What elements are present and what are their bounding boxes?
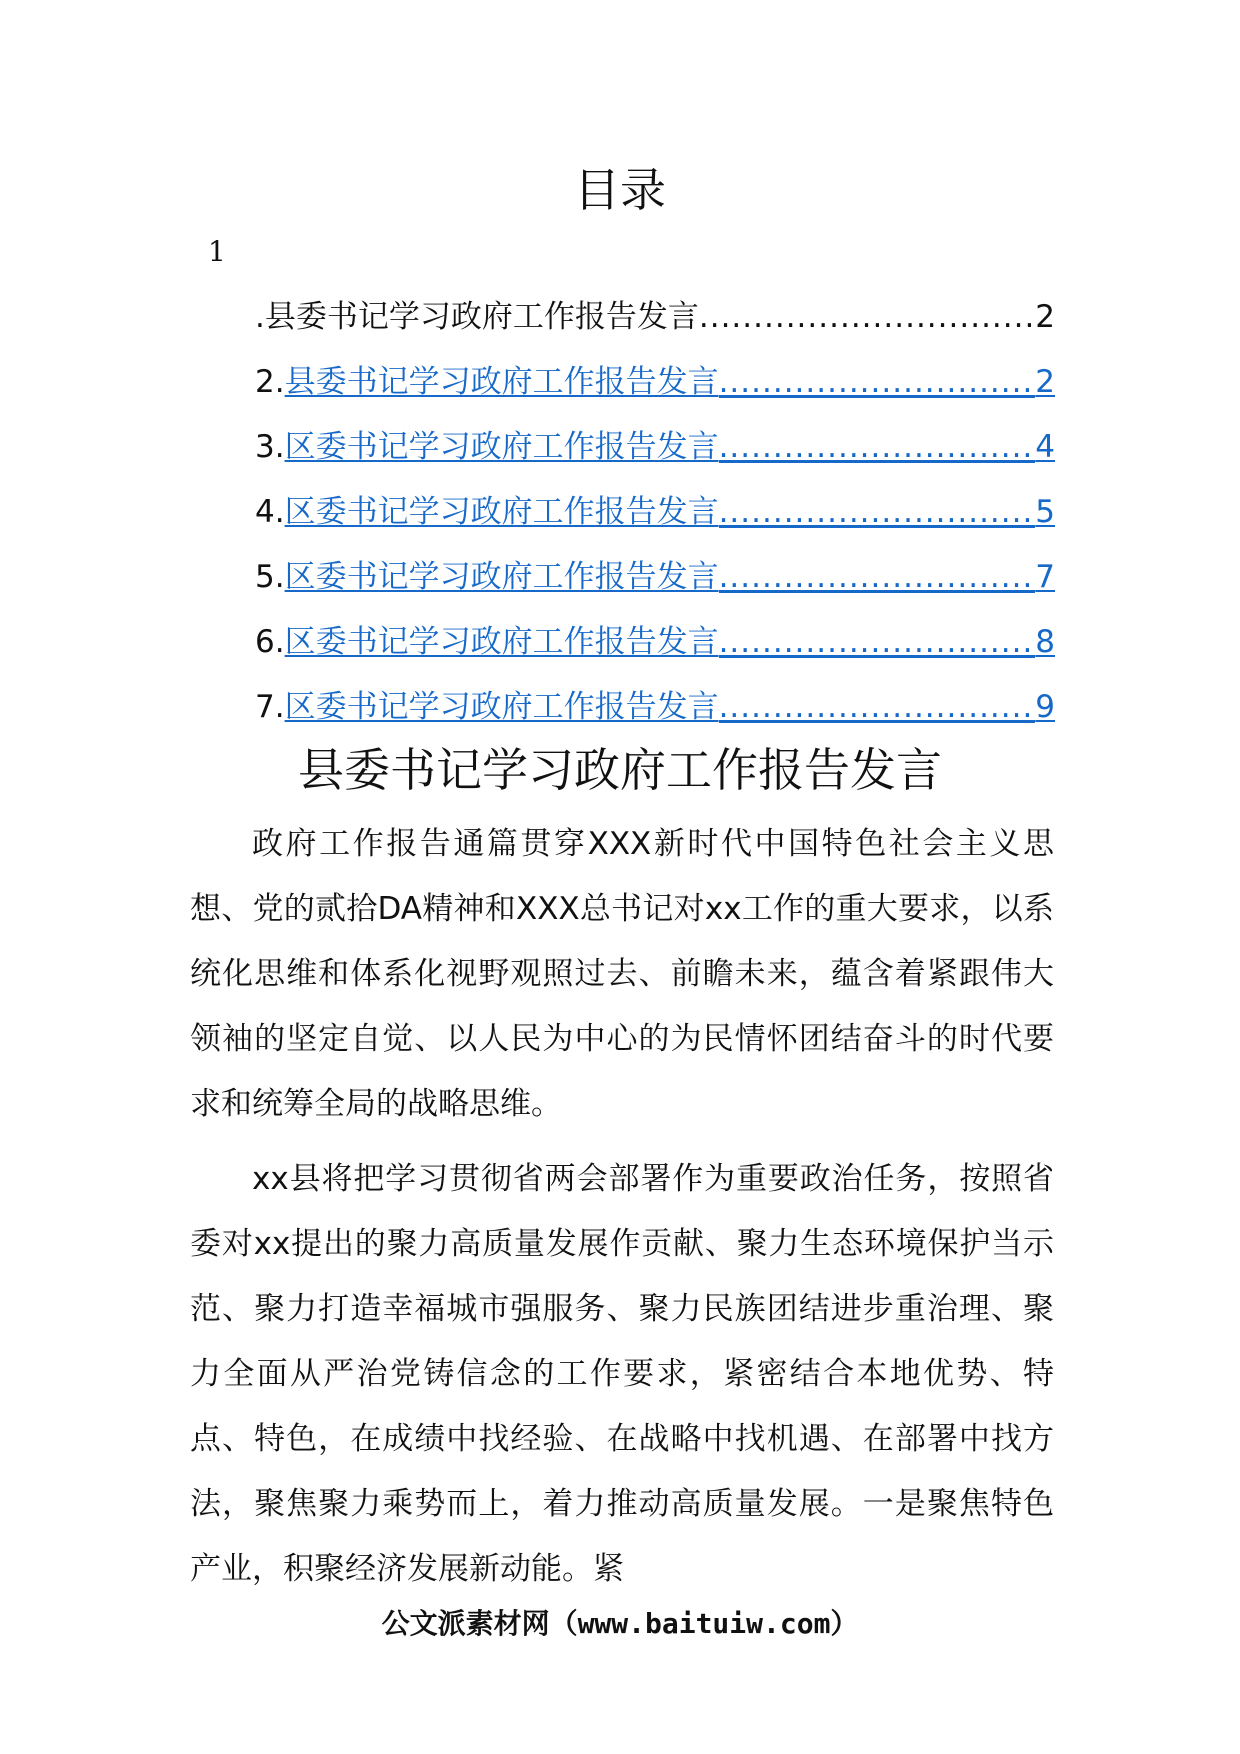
toc-dot-leader bbox=[719, 357, 1036, 407]
toc-item-number: 5. bbox=[255, 559, 285, 595]
toc-link-3[interactable] bbox=[285, 422, 1055, 472]
toc-page-number: 8 bbox=[1035, 624, 1055, 660]
toc-dot-leader bbox=[719, 422, 1036, 472]
toc-item bbox=[255, 617, 1055, 682]
toc-link-6[interactable] bbox=[285, 617, 1055, 667]
toc-entry-1[interactable] bbox=[255, 292, 1055, 342]
toc-link-7[interactable] bbox=[285, 682, 1055, 732]
toc-item-text: 区委书记学习政府工作报告发言 bbox=[284, 429, 719, 465]
toc-item-text: 区委书记学习政府工作报告发言 bbox=[284, 689, 719, 725]
toc-item-number: 4. bbox=[255, 494, 285, 530]
toc-dot-leader bbox=[699, 292, 1035, 342]
toc-link-4[interactable] bbox=[285, 487, 1055, 537]
toc-page-number: 2 bbox=[1035, 364, 1055, 400]
toc-item bbox=[255, 292, 1055, 357]
toc-dot-leader bbox=[719, 487, 1036, 537]
toc-item-text: 区委书记学习政府工作报告发言 bbox=[284, 559, 719, 595]
toc-item bbox=[255, 682, 1055, 747]
toc-item-text: 区委书记学习政府工作报告发言 bbox=[284, 494, 719, 530]
toc-page-number: 5 bbox=[1035, 494, 1055, 530]
article-title: 县委书记学习政府工作报告发言 bbox=[298, 743, 942, 797]
toc-page-number: 4 bbox=[1035, 429, 1055, 465]
toc-link-5[interactable] bbox=[285, 552, 1055, 602]
toc-dot-leader bbox=[719, 682, 1036, 732]
article-paragraph: xx县将把学习贯彻省两会部署作为重要政治任务，按照省委对xx提出的聚力高质量发展作贡献、聚力生态环境保护当示范、聚力打造幸福城市强服务、聚力民族团结进步重治理、聚力全面从严治党铸信念的工作要求，紧密结合本地优势、特点、特色，在成绩中找经验、在战略中找机遇、在部署中找方法，聚焦聚力乘势而上，着力推动高质量发展。一是聚焦特色产业，积聚经济发展新动能。紧 bbox=[190, 1161, 1054, 1587]
toc-item-text: .县委书记学习政府工作报告发言 bbox=[255, 299, 699, 335]
footer-watermark: 公文派素材网（www.baituiw.com） bbox=[381, 1607, 859, 1640]
toc-item-number: 6. bbox=[255, 624, 285, 660]
toc-item bbox=[255, 357, 1055, 422]
toc-list bbox=[255, 292, 1055, 747]
toc-item-number: 7. bbox=[255, 689, 285, 725]
toc-item bbox=[255, 552, 1055, 617]
toc-item-text: 县委书记学习政府工作报告发言 bbox=[284, 364, 719, 400]
toc-page-number: 7 bbox=[1035, 559, 1055, 595]
article-body bbox=[190, 812, 1054, 1612]
toc-page-number: 9 bbox=[1035, 689, 1055, 725]
toc-item-text: 区委书记学习政府工作报告发言 bbox=[284, 624, 719, 660]
toc-item-number: 3. bbox=[255, 429, 285, 465]
toc-title: 目录 bbox=[574, 163, 666, 217]
toc-dot-leader bbox=[719, 617, 1036, 667]
toc-item bbox=[255, 422, 1055, 487]
toc-link-2[interactable] bbox=[285, 357, 1055, 407]
toc-marker: 1 bbox=[208, 235, 226, 268]
toc-item bbox=[255, 487, 1055, 552]
toc-page-number: 2 bbox=[1035, 299, 1055, 335]
article-paragraph: 政府工作报告通篇贯穿XXX新时代中国特色社会主义思想、党的贰拾DA精神和XXX总书记对xx工作的重大要求，以系统化思维和体系化视野观照过去、前瞻未来，蕴含着紧跟伟大领袖的坚定自觉、以人民为中心的为民情怀团结奋斗的时代要求和统筹全局的战略思维。 bbox=[190, 826, 1054, 1122]
toc-item-number: 2. bbox=[255, 364, 285, 400]
toc-dot-leader bbox=[719, 552, 1036, 602]
